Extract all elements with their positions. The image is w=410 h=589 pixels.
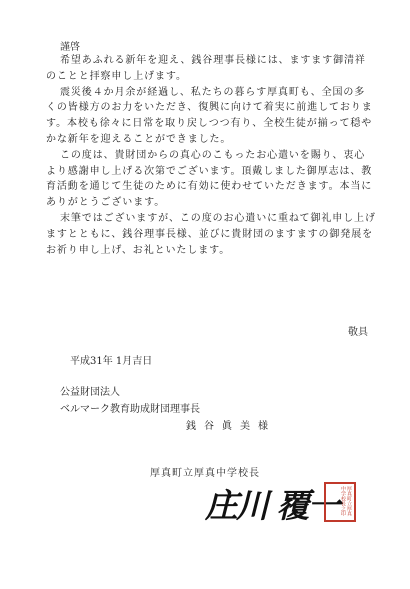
recipient-name: 銭谷眞美様 — [186, 421, 276, 432]
handwritten-signature: 庄川 覆一 — [205, 486, 339, 525]
body-paragraph: 末筆ではございますが、この度のお心遣いに重ねて御礼申し上げますとともに、銭谷理事長様、並びに貴財団のますますの御発展をお祈り申し上げ、お礼といたします。 — [46, 212, 376, 256]
salutation: 謹啓 — [60, 42, 80, 53]
recipient-org-type: 公益財団法人 — [60, 387, 120, 398]
body-paragraph: この度は、貴財団からの真心のこもったお心遣いを賜り、衷心より感謝申し上げる次第でございます。頂戴しました御厚志は、教育活動を通じて生徒のために有効に使わせていただきます。本当にありがとうございます。 — [46, 149, 373, 209]
sender-title: 厚真町立厚真中学校長 — [150, 468, 260, 479]
official-seal-icon: 厚真町立厚真中学校長之印 — [324, 482, 356, 522]
body-paragraph: 希望あふれる新年を迎え、銭谷理事長様には、ますます御清祥のことと拝察申し上げます。 — [46, 55, 366, 82]
letter-body — [46, 53, 376, 258]
letter-date: 平成31年 1月吉日 — [70, 356, 153, 367]
closing-phrase: 敬具 — [348, 327, 368, 338]
recipient-org-name: ベルマーク教育助成財団理事長 — [60, 404, 200, 415]
body-paragraph: 震災後４か月余が経過し、私たちの暮らす厚真町も、全国の多くの皆様方のお力をいただき、復興に向けて着実に前進しております。本校も徐々に日常を取り戻しつつ有り、全校生徒が揃って穏やかな新年を迎えることができました。 — [46, 86, 373, 145]
recipient-block — [60, 384, 276, 435]
